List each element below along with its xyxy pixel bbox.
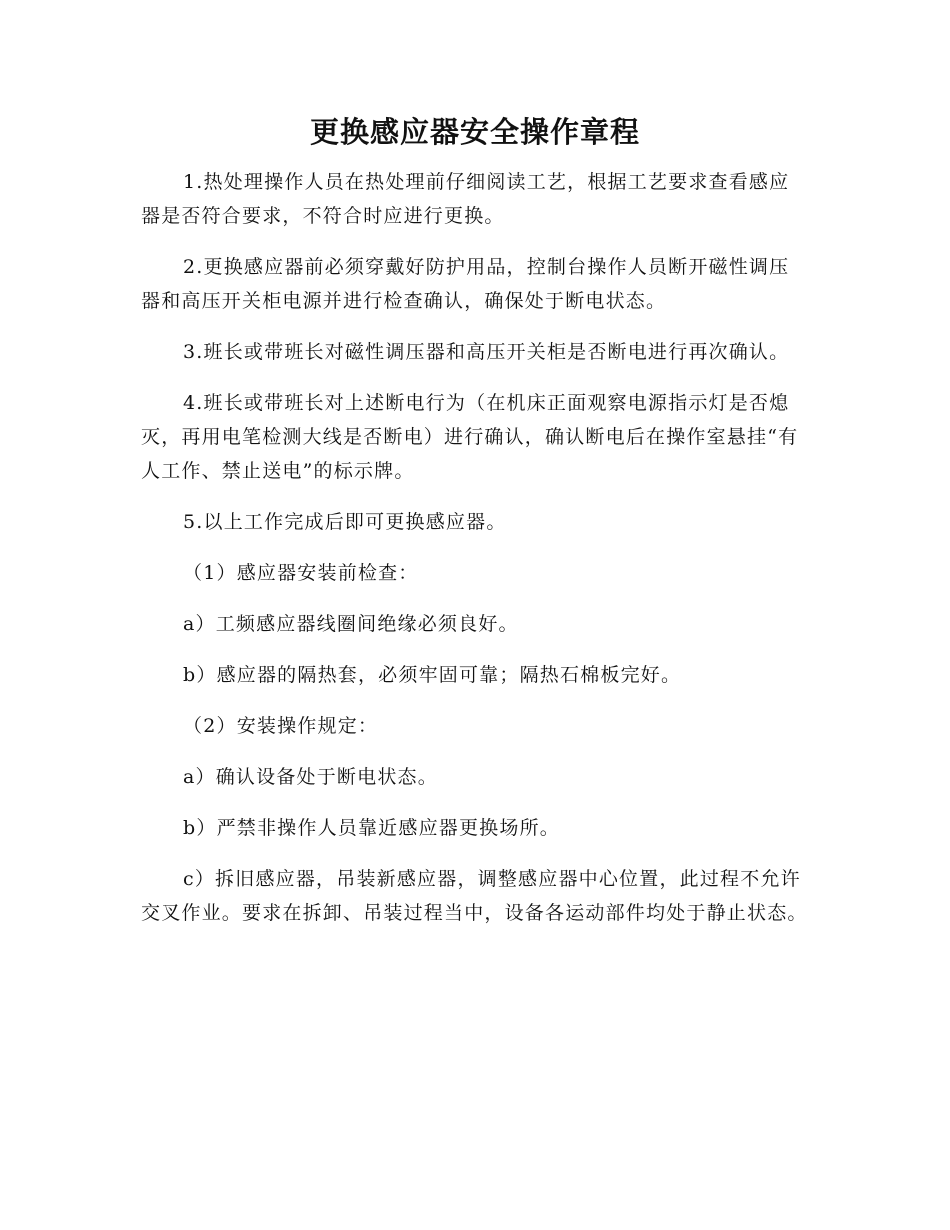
section-2-item-c: c）拆旧感应器，吊装新感应器，调整感应器中心位置，此过程不允许交叉作业。要求在拆卸、吊装过程当中，设备各运动部件均处于静止状态。	[141, 868, 808, 924]
section-1-item-a: a）工频感应器线圈间绝缘必须良好。	[183, 613, 519, 635]
section-1-item-b: b）感应器的隔热套，必须牢固可靠；隔热石棉板完好。	[183, 664, 682, 686]
paragraph-4: 4.班长或带班长对上述断电行为（在机床正面观察电源指示灯是否熄灭，再用电笔检测大线是否断电）进行确认，确认断电后在操作室悬挂“有人工作、禁止送电”的标示牌。	[141, 392, 799, 482]
paragraph-3: 3.班长或带班长对磁性调压器和高压开关柜是否断电进行再次确认。	[183, 341, 790, 363]
paragraph-5: 5.以上工作完成后即可更换感应器。	[183, 511, 507, 533]
section-2-item-b: b）严禁非操作人员靠近感应器更换场所。	[183, 817, 560, 839]
section-2-heading: （2）安装操作规定：	[183, 715, 379, 737]
section-1-heading: （1）感应器安装前检查：	[183, 562, 419, 584]
document-title: 更换感应器安全操作章程	[309, 115, 640, 149]
paragraph-1: 1.热处理操作人员在热处理前仔细阅读工艺，根据工艺要求查看感应器是否符合要求，不符合时应进行更换。	[141, 171, 790, 227]
paragraph-2: 2.更换感应器前必须穿戴好防护用品，控制台操作人员断开磁性调压器和高压开关柜电源并进行检查确认，确保处于断电状态。	[141, 256, 790, 312]
section-2-item-a: a）确认设备处于断电状态。	[183, 766, 438, 788]
document-body	[141, 165, 809, 947]
